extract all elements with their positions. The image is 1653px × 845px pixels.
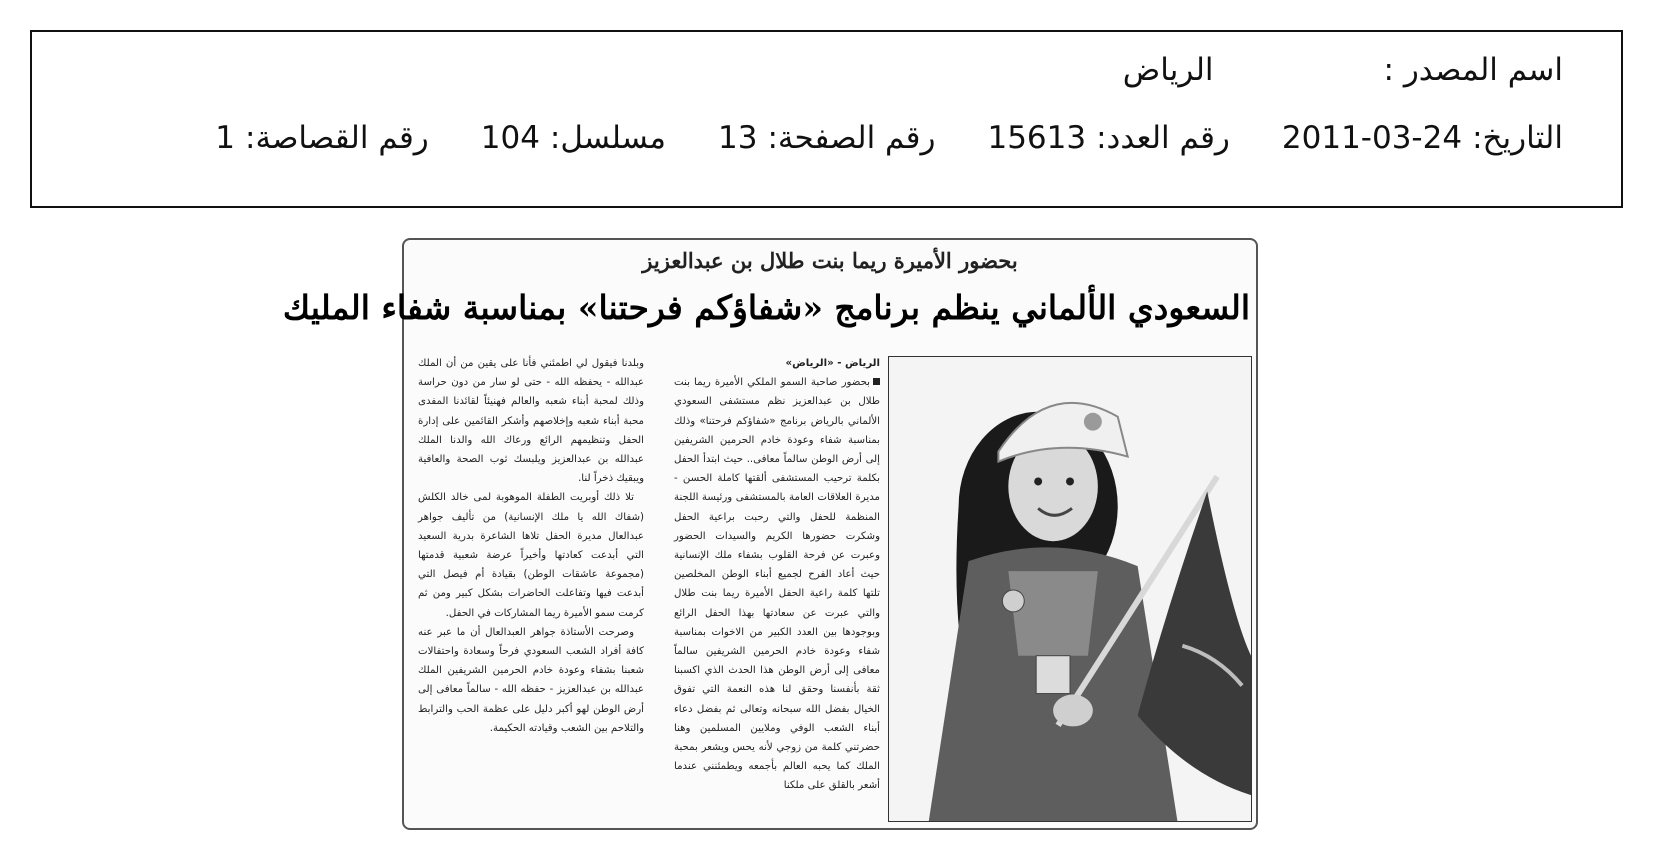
newspaper-clipping: [282, 238, 1258, 830]
details-row: [215, 120, 1563, 156]
metadata-box: [30, 30, 1623, 208]
bullet-icon: [873, 378, 880, 385]
source-row: [1123, 52, 1563, 88]
source-field: [1384, 52, 1563, 88]
source-label: اسم المصدر :: [1383, 52, 1563, 88]
article-photo: [888, 356, 1252, 822]
girl-with-flag-photo-icon: [889, 357, 1251, 821]
article-headline: السعودي الألماني ينظم برنامج «شفاؤكم فرحتنا» بمناسبة شفاء المليك: [282, 288, 1250, 327]
clip-value: 1: [215, 120, 236, 156]
date-value: 2011-03-24: [1281, 120, 1463, 156]
page-label: رقم الصفحة:: [767, 120, 936, 156]
date-label: التاريخ:: [1472, 120, 1563, 156]
serial-value: 104: [480, 120, 540, 156]
issue-label: رقم العدد:: [1096, 120, 1230, 156]
article-paragraph: وصرحت الأستاذة جواهر العبدالعال أن ما عبر عنه كافة أفراد الشعب السعودي فرحاً وسعادة واحتفالات شعبنا بشفاء وعودة خادم الحرمين الشريفين الملك عبدالله بن عبدالعزيز - حفظه الله - سالماً معافى إلى أرض الوطن لهو أكبر دليل على عظمة الحب والترابط والتلاحم بين الشعب وقيادته الحكيمة.: [418, 626, 644, 734]
article-col-right-text: بحضور صاحبة السمو الملكي الأميرة ريما بنت طلال بن عبدالعزيز نظم مستشفى السعودي الألماني بالرياض برنامج «شفاؤكم فرحتنا» وذلك بمناسبة شفاء وعودة خادم الحرمين الشريفين إلى أرض الوطن سالماً معافى.. حيث ابتدأ الحفل بكلمة ترحيب المستشفى ألقتها كاملة الحسن - مديرة العلاقات العامة بالمستشفى ورئيسة اللجنة المنظمة للحفل والتي رحبت براعية الحفل وشكرت حضورها الكريم والسيدات الحضور وعبرت عن فرحة القلوب بشفاء ملك الإنسانية حيث أعاد الفرح لجميع أبناء الوطن المخلصين تلتها كلمة راعية الحفل الأميرة ريما بنت طلال والتي عبرت عن سعادتها بهذا الحفل الرائع وبوجودها بين العدد الكبير من الاخوات بمناسبة شفاء وعودة خادم الحرمين الشريفين سالماً معافى إلى أرض الوطن هذا الحدث الذي اكسبنا ثقة بأنفسنا وحقق لنا هذه النعمة التي تفوق الخيال بفضل الله سبحانه وتعالى ثم بفضل دعاء أبناء الشعب الوفي وملايين المسلمين وهنا حضرتني كلمة من زوجي لأنه يحس ويشعر بمحبة الملك كما يحبه العالم بأجمعه ويطمئنني عندما أشعر بالقلق على ملكنا: [674, 377, 880, 792]
issue-value: 15613: [987, 120, 1087, 156]
page-value: 13: [718, 120, 758, 156]
article-paragraph: تلا ذلك أوبريت الطفلة الموهوبة لمى خالد الكلش (شفاك الله يا ملك الإنسانية) من تأليف جواهر عبدالعال مديرة الحفل تلاها الشاعرة بدرية السعيد التي أبدعت كعادتها وأخيراً عرضة شعبية قدمتها (مجموعة عاشقات الوطن) بقيادة أم فيصل التي أبدعت فيها وتفاعلت الحاضرات بشكل كبير ومن ثم كرمت سمو الأميرة ريما المشاركات في الحفل.: [418, 492, 644, 619]
source-value: الرياض: [1122, 52, 1214, 88]
clip-field: [215, 120, 428, 156]
article-column-right: [674, 354, 880, 824]
issue-field: [987, 120, 1229, 156]
serial-label: مسلسل:: [549, 120, 667, 156]
article-paragraph: وبلدنا فيقول لي اطمئني فأنا على يقين من أن الملك عبدالله - يحفظه الله - حتى لو سار من دون حراسة وذلك لمحبة أبناء شعبه والعالم فهنيئاً لقائدنا المفدى محبة أبناء شعبه وإخلاصهم وأشكر القائمين على إدارة الحفل وتنظيمهم الرائع ورعاك الله والدنا الملك عبدالله بن عبدالعزيز ويلبسك ثوب الصحة والعافية ويبقيك ذخراً لنا.: [418, 358, 644, 485]
article-kicker: بحضور الأميرة ريما بنت طلال بن عبدالعزيز: [642, 248, 1018, 273]
date-field: [1282, 120, 1563, 156]
serial-field: [481, 120, 666, 156]
article-column-left: [418, 354, 644, 824]
page-field: [718, 120, 935, 156]
article-dateline: الرياض - «الرياض»: [785, 358, 880, 369]
clip-label: رقم القصاصة:: [245, 120, 429, 156]
